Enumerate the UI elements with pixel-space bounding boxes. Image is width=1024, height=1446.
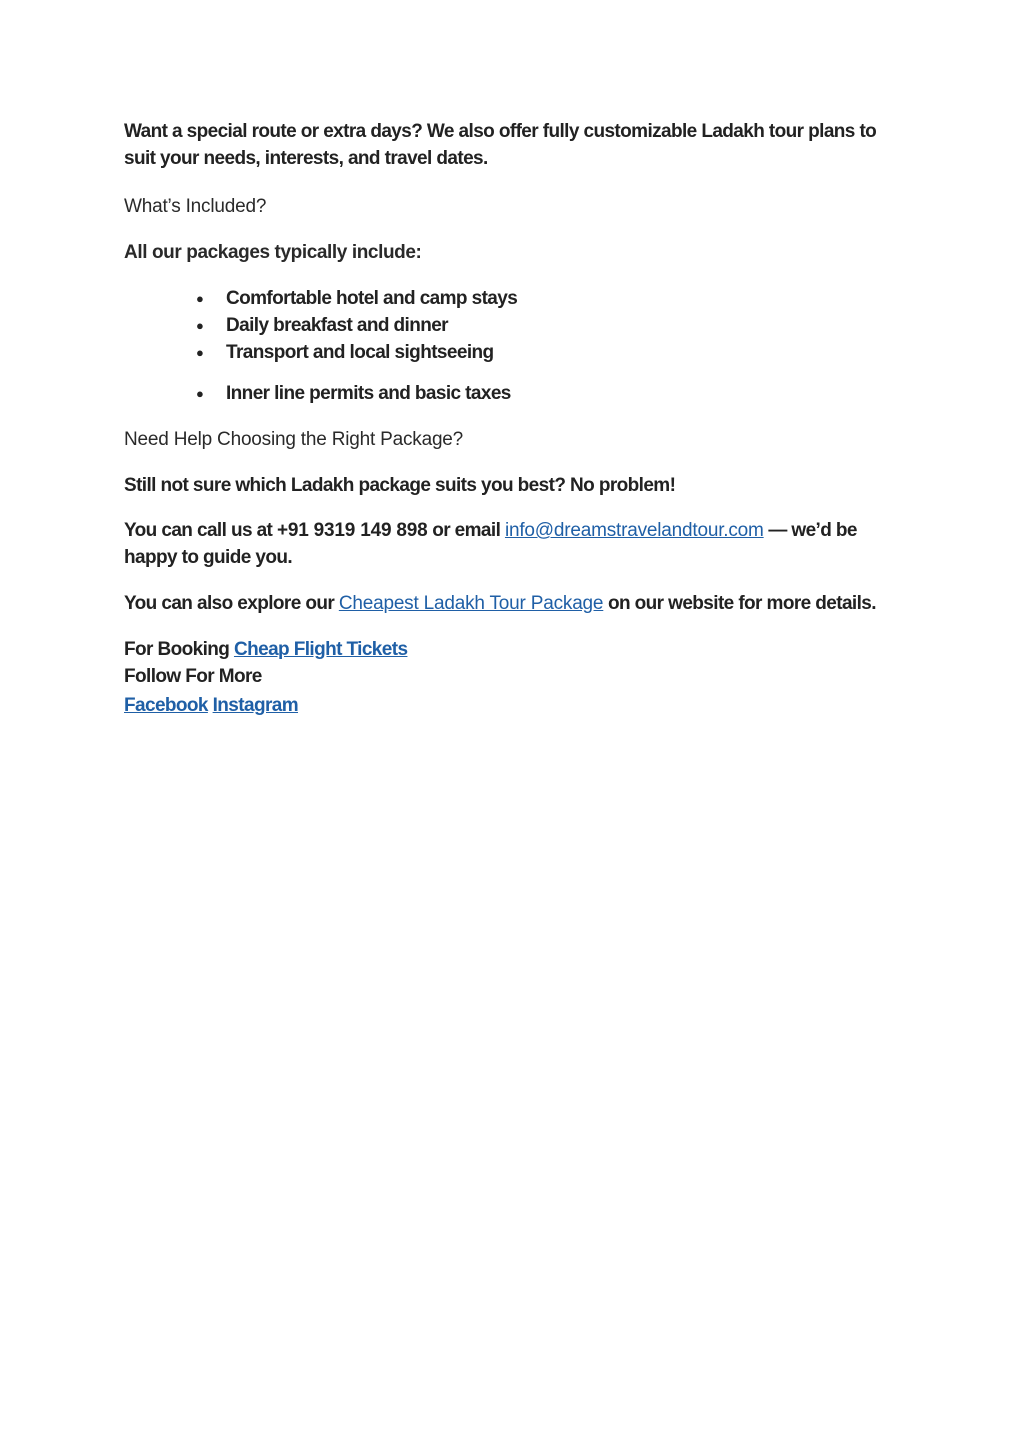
included-features-list — [124, 285, 894, 407]
list-item — [196, 312, 894, 339]
intro-paragraph: Want a special route or extra days? We also offer fully customizable Ladakh tour plans to suit your needs, interests, and travel dates. — [124, 121, 877, 169]
social-links — [124, 692, 894, 719]
document-page — [124, 118, 894, 719]
bullet-icon: ● — [196, 345, 204, 360]
call-suffix-text: — we’d be happy to guide you. — [124, 520, 857, 568]
list-item-text: Daily breakfast and dinner — [226, 315, 448, 336]
whats-included-heading: What’s Included? — [124, 196, 267, 217]
instagram-link[interactable]: Instagram — [212, 695, 299, 716]
cheapest-ladakh-tour-link[interactable]: Cheapest Ladakh Tour Package — [338, 593, 604, 614]
list-item — [196, 339, 894, 366]
cheap-flight-tickets-link[interactable]: Cheap Flight Tickets — [233, 639, 408, 660]
facebook-link[interactable]: Facebook — [124, 695, 208, 716]
email-link[interactable]: info@dreamstravelandtour.com — [504, 520, 764, 541]
email-prefix-text: or email — [427, 520, 505, 541]
need-help-heading: Need Help Choosing the Right Package? — [124, 429, 464, 450]
still-not-sure-paragraph: Still not sure which Ladakh package suits you best? No problem! — [124, 475, 676, 496]
booking-prefix-text: For Booking — [124, 639, 234, 660]
contact-paragraph — [124, 517, 894, 571]
bullet-icon: ● — [196, 291, 204, 306]
list-item-text: Transport and local sightseeing — [226, 342, 494, 363]
booking-line — [124, 636, 894, 663]
follow-for-more-text: Follow For More — [124, 666, 262, 687]
list-item — [196, 380, 894, 407]
list-item — [196, 285, 894, 312]
explore-suffix-text: on our website for more details. — [603, 593, 876, 614]
list-item-text: Comfortable hotel and camp stays — [226, 288, 518, 309]
packages-include-lead: All our packages typically include: — [124, 242, 422, 263]
explore-prefix-text: You can also explore our — [124, 593, 339, 614]
call-prefix-text: You can call us at — [124, 520, 277, 541]
phone-number: +91 9319 149 898 — [276, 520, 428, 541]
bullet-icon: ● — [196, 386, 204, 401]
explore-paragraph — [124, 590, 894, 617]
bullet-icon: ● — [196, 318, 204, 333]
list-item-text: Inner line permits and basic taxes — [226, 383, 511, 404]
